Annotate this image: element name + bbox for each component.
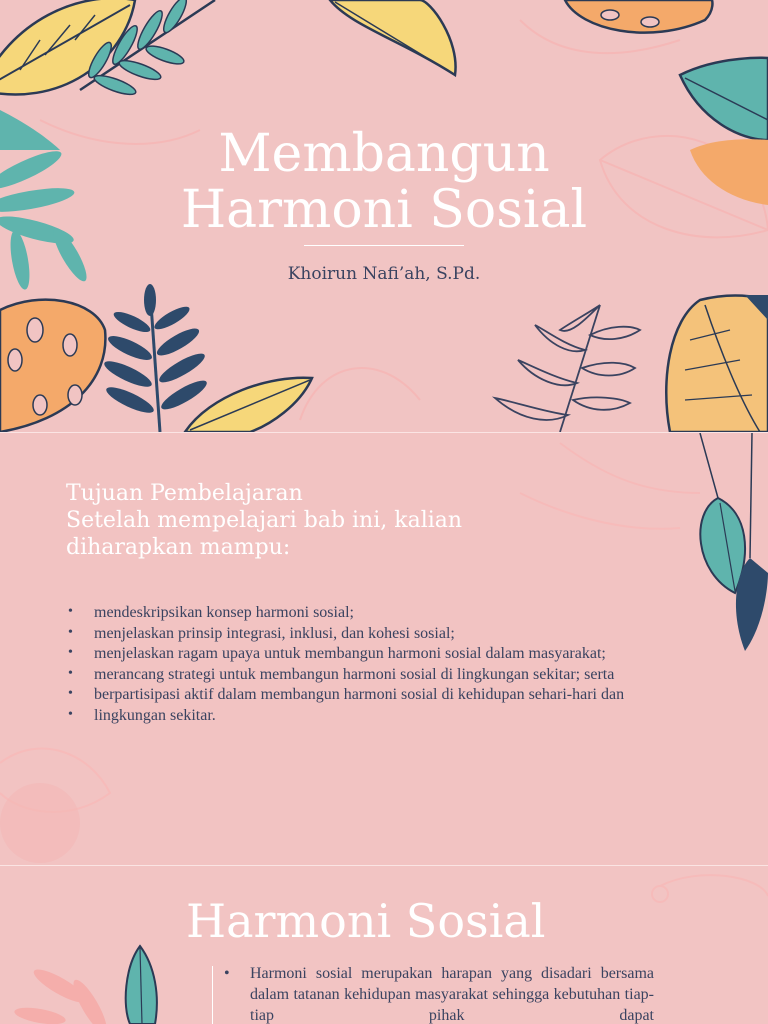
list-item (66, 624, 656, 645)
title-slide (0, 0, 768, 432)
objectives-heading: Tujuan Pembelajaran Setelah mempelajari bab ini, kalian diharapkan mampu: (66, 481, 463, 560)
bullet-icon: • (68, 645, 73, 660)
list-item-text: merancang strategi untuk membangun harmoni sosial di lingkungan sekitar; serta (94, 665, 615, 683)
presentation-title: Membangun Harmoni Sosial (180, 124, 588, 240)
body-paragraph (224, 963, 654, 1024)
leaf-pink (13, 964, 112, 1024)
list-item-text: menjelaskan prinsip integrasi, inklusi, dan kohesi sosial; (94, 624, 455, 642)
bullet-icon: • (68, 604, 73, 619)
leaf-hanging (700, 433, 768, 651)
objectives-list (66, 603, 656, 726)
bullet-icon: • (224, 965, 230, 982)
leaf-orange (666, 295, 768, 432)
monstera-orange-top (565, 0, 712, 33)
list-item (66, 706, 656, 727)
bullet-icon: • (68, 665, 73, 681)
list-item-text: lingkungan sekitar. (94, 706, 216, 724)
monstera-orange (0, 300, 105, 432)
author-name: Khoirun Nafi’ah, S.Pd. (287, 264, 481, 284)
title-divider (304, 245, 464, 246)
paragraph-text: Harmoni sosial merupakan harapan yang disadari bersama dalam tatanan kehidupan masyarakat sehingga kebutuhan tiap-tiap pihak dapat (250, 965, 654, 1024)
list-item-text: berpartisipasi aktif dalam membangun harmoni sosial di kehidupan sehari-hari dan (94, 686, 625, 703)
bullet-icon: • (68, 686, 73, 701)
accent-bar (212, 966, 213, 1024)
fern-navy (101, 284, 210, 432)
list-item (66, 685, 656, 706)
list-item (66, 644, 656, 665)
leaf-yellow-top (330, 0, 456, 75)
list-item (66, 603, 656, 624)
bullet-icon: • (68, 706, 73, 722)
bullet-icon: • (68, 624, 73, 640)
list-item-text: mendeskripsikan konsep harmoni sosial; (94, 604, 354, 621)
content-slide (0, 866, 768, 1024)
section-title: Harmoni Sosial (186, 894, 546, 948)
fern-outline (495, 305, 640, 432)
list-item-text: menjelaskan ragam upaya untuk membangun harmoni sosial dalam masyarakat; (94, 645, 606, 662)
list-item (66, 665, 656, 686)
leaf-teal (126, 946, 157, 1024)
objectives-slide (0, 433, 768, 865)
